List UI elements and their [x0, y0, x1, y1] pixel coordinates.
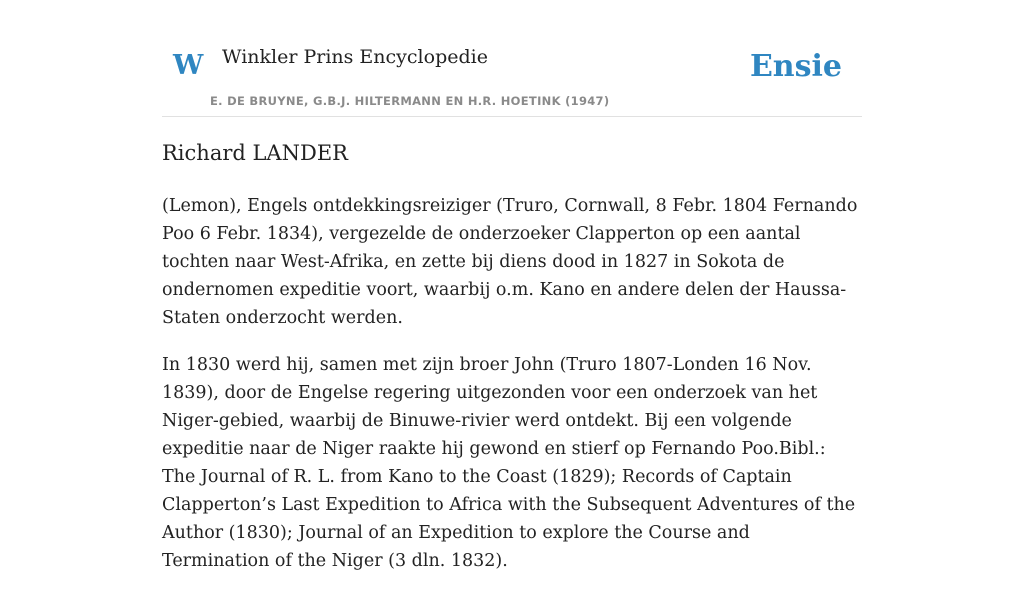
header [162, 0, 862, 117]
article-paragraph: In 1830 werd hij, samen met zijn broer John (Truro 1807-Londen 16 Nov. 1839), door de Engelse regering uitgezonden voor een onderzoek van het Niger-gebied, waarbij de Binuwe-rivier werd ontdekt. Bij een volgende expeditie naar de Niger raakte hij gewond en stierf op Fernando Poo.Bibl.: The Journal of R. L. from Kano to the Coast (1829); Records of Captain Clapperton’s Last Expedition to Africa with the Subsequent Adventures of the Author (1830); Journal of an Expedition to explore the Course and Termination of the Niger (3 dln. 1832). [162, 355, 856, 571]
article-paragraph: (Lemon), Engels ontdekkingsreiziger (Truro, Cornwall, 8 Febr. 1804 Fernando Poo 6 Febr. 1834), vergezelde de onderzoeker Clapperton op een aantal tochten naar West-Afrika, en zette bij diens dood in 1827 in Sokota de ondernomen expeditie voort, waarbij o.m. Kano en andere delen der Haussa-Staten onderzocht werden. [162, 196, 858, 328]
ensie-logo-link[interactable]: Ensie [749, 49, 842, 84]
article-title: Richard LANDER [162, 141, 348, 165]
page [162, 0, 862, 571]
publication-authors: E. DE BRUYNE, G.B.J. HILTERMANN EN H.R. HOETINK (1947) [210, 94, 610, 108]
article-body [162, 192, 862, 594]
publication-title[interactable]: Winkler Prins Encyclopedie [222, 46, 488, 68]
winkler-prins-logo[interactable]: W [173, 50, 204, 81]
